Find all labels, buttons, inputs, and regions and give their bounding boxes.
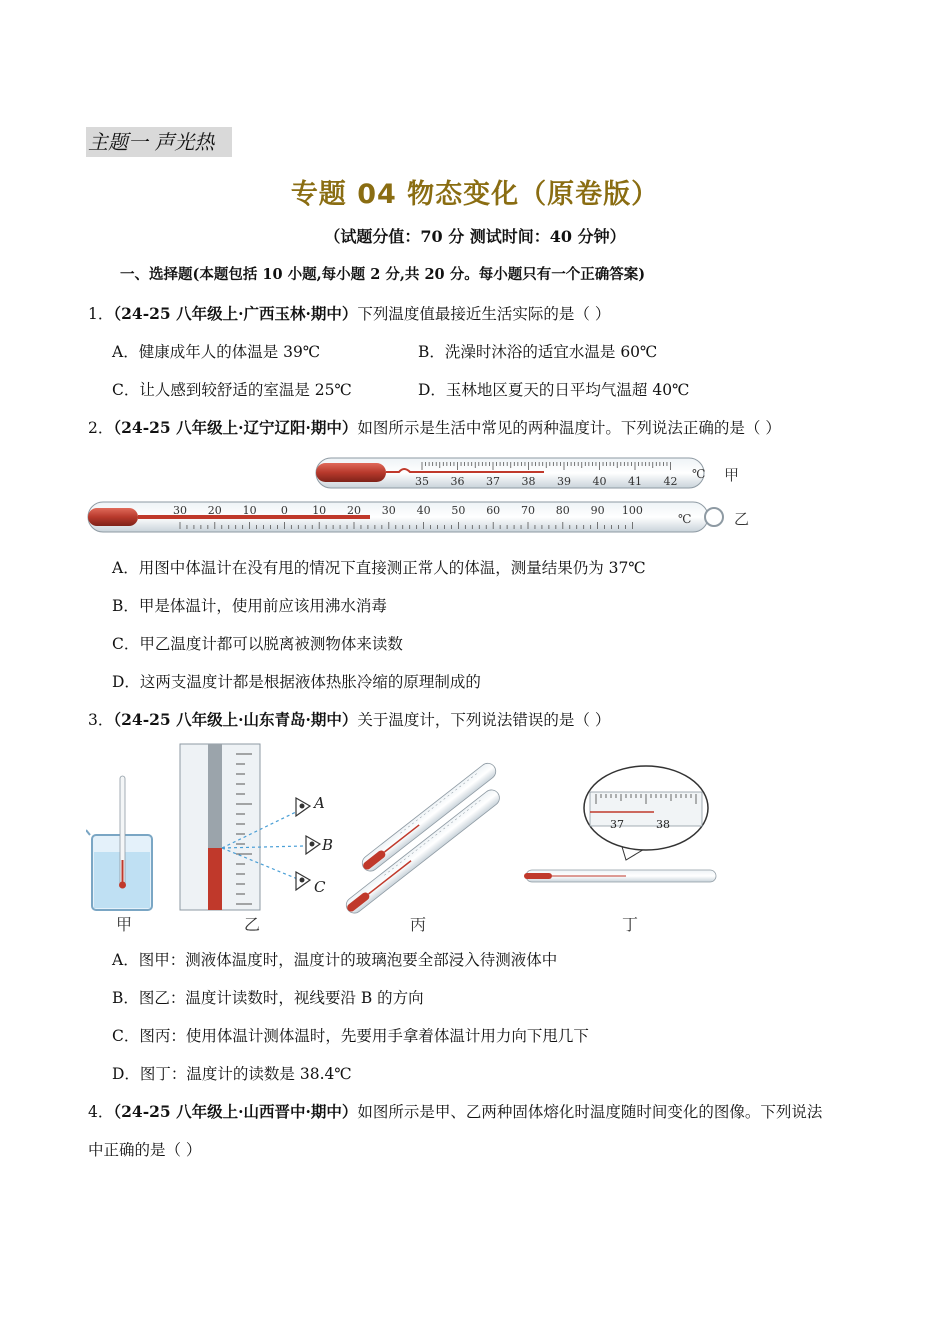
eye-icon [296,798,310,816]
panel-label: 丙 [410,915,427,934]
view-label: C [314,878,326,896]
tick-label: 37 [486,475,500,488]
section-header: 一、选择题(本题包括 10 小题,每小题 2 分,共 20 分。每小题只有一个正确答案) [120,266,646,283]
tick-label: 60 [486,504,501,517]
mercury-column [208,848,222,910]
tick-label: 70 [521,504,535,517]
option-c: C．甲乙温度计都可以脱离被测物体来读数 [112,635,403,653]
tick-label: 35 [415,475,429,488]
question-number: 1． [88,305,114,323]
tick-label: 90 [590,504,605,517]
question-stem: 如图所示是甲、乙两种固体熔化时温度随时间变化的图像。下列说法 [357,1103,823,1121]
tick-label: 36 [450,475,465,488]
option-d: D．玉林地区夏天的日平均气温超 40℃ [418,381,690,399]
panel-label: 乙 [244,915,261,934]
test-info: （试题分值：70 分 测试时间：40 分钟） [324,227,626,246]
tick-label: 41 [628,475,642,488]
hang-ring [705,508,723,526]
question-stem: 下列温度值最接近生活实际的是（ ） [357,305,611,323]
thermometer-bulb [119,882,126,889]
figure-label-jia: 甲 [724,466,740,484]
eye-icon [306,836,320,854]
tick-label: 40 [592,475,607,488]
question-1 [88,302,610,324]
option-b: B．洗澡时沐浴的适宜水温是 60℃ [418,343,658,361]
thermometer-usage-figure [86,740,726,940]
panel-ding-zoom [524,766,716,934]
tick-label: 38 [521,475,536,488]
page-title: 专题 04 物态变化（原卷版） [290,179,660,210]
question-source: （24-25 八年级上·辽宁辽阳·期中） [113,418,358,437]
unit-label: ℃ [692,467,706,481]
option-b: B．图乙：温度计读数时，视线要沿 B 的方向 [112,989,424,1007]
thermometers-figure [84,452,764,542]
thermometer-bulb [88,508,138,526]
option-d: D．这两支温度计都是根据液体热胀冷缩的原理制成的 [112,673,481,691]
tick-label: 10 [242,504,257,517]
question-4 [88,1100,822,1122]
question-source: （24-25 八年级上·广西玉林·期中） [113,304,358,323]
tick-label: 30 [173,504,187,517]
question-source: （24-25 八年级上·山西晋中·期中） [113,1102,358,1121]
view-label: B [322,836,334,854]
eye-icon [296,872,310,890]
question-3 [88,708,610,730]
option-b: B．甲是体温计，使用前应该用沸水消毒 [112,597,387,615]
question-stem: 关于温度计，下列说法错误的是（ ） [357,711,611,729]
question-2 [88,416,781,438]
thermometer-bulb [316,463,386,482]
tick-label: 30 [381,504,396,517]
tick-label: 10 [312,504,327,517]
tick-label: 20 [347,504,361,517]
tick-label: 37 [610,818,624,831]
option-d: D．图丁：温度计的读数是 38.4℃ [112,1065,352,1083]
panel-bing-clinical [343,760,503,934]
option-c: C．让人感到较舒适的室温是 25℃ [112,381,352,399]
lab-thermometer [88,502,723,532]
figure-label-yi: 乙 [734,510,750,528]
tick-label: 39 [557,475,571,488]
tick-label: 40 [416,504,431,517]
question-source: （24-25 八年级上·山东青岛·期中） [113,710,358,729]
option-a: A．用图中体温计在没有甩的情况下直接测正常人的体温，测量结果仍为 37℃ [112,559,646,577]
panel-label: 丁 [622,915,639,934]
tick-label: 50 [451,504,466,517]
question-number: 2． [88,419,114,437]
question-number: 4． [88,1103,114,1121]
question-stem: 如图所示是生活中常见的两种温度计。下列说法正确的是（ ） [357,419,781,437]
view-label: A [314,794,325,812]
option-a: A．图甲：测液体温度时，温度计的玻璃泡要全部浸入待测液体中 [112,951,558,969]
panel-jia-beaker [86,776,152,934]
panel-yi-reading [180,744,333,934]
tick-label: 80 [555,504,570,517]
clinical-thermometer [316,458,705,488]
tick-label: 0 [280,504,288,517]
topic-tag: 主题一 声光热 [86,127,232,157]
tick-label: 100 [621,504,643,517]
question-4-continued: 中正确的是（ ） [88,1141,202,1159]
tick-label: 42 [663,475,678,488]
tick-label: 20 [207,504,222,517]
unit-label: ℃ [678,512,692,526]
option-a: A．健康成年人的体温是 39℃ [112,343,321,361]
question-number: 3． [88,711,114,729]
tick-label: 38 [656,818,670,831]
option-c: C．图丙：使用体温计测体温时，先要用手拿着体温计用力向下甩几下 [112,1027,589,1045]
panel-label: 甲 [116,915,133,934]
